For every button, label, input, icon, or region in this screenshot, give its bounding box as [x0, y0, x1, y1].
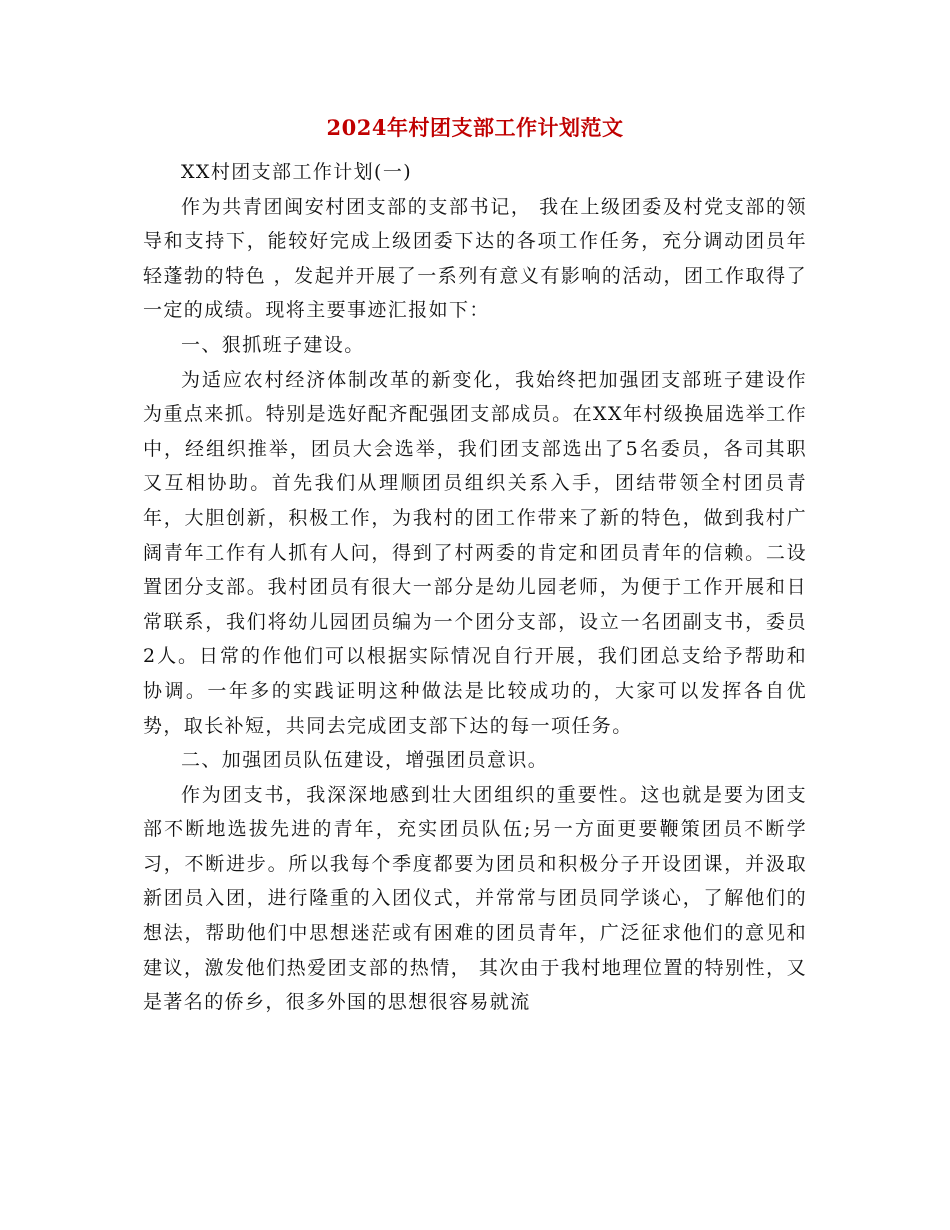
section-heading-2: 二、加强团员队伍建设，增强团员意识。 — [181, 749, 549, 772]
section-1-paragraph: 为适应农村经济体制改革的新变化，我始终把加强团支部班子建设作为重点来抓。特别是选好配齐配强团支部成员。在XX年村级换届选举工作中，经组织推举，团员大会选举，我们团支部选出了5名委员，各司其职又互相协助。首先我们从理顺团员组织关系入手，团结带领全村团员青年，大胆创新，积极工作，为我村的团工作带来了新的特色，做到我村广阔青年工作有人抓有人问，得到了村两委的肯定和团员青年的信赖。二设置团分支部。我村团员有很大一部分是幼儿园老师，为便于工作开展和日常联系，我们将幼儿园团员编为一个团分支部，设立一名团副支书，委员2人。日常的作他们可以根据实际情况自行开展，我们团总支给予帮助和协调。一年多的实践证明这种做法是比较成功的，大家可以发挥各自优势，取长补短，共同去完成团支部下达的每一项任务。 — [143, 368, 807, 737]
intro-paragraph: 作为共青团闽安村团支部的支部书记， 我在上级团委及村党支部的领导和支持下，能较好完成上级团委下达的各项工作任务，充分调动团员年轻蓬勃的特色 ，发起并开展了一系列有意义有影响的活动，团工作取得了一定的成绩。现将主要事迹汇报如下： — [143, 195, 807, 322]
section-2-paragraph: 作为团支书，我深深地感到壮大团组织的重要性。这也就是要为团支部不断地选拔先进的青年，充实团员队伍;另一方面更要鞭策团员不断学习，不断进步。所以我每个季度都要为团员和积极分子开设团课，并汲取新团员入团，进行隆重的入团仪式，并常常与团员同学谈心，了解他们的想法，帮助他们中思想迷茫或有困难的团员青年，广泛征求他们的意见和建议，激发他们热爱团支部的热情， 其次由于我村地理位置的特别性，又是著名的侨乡，很多外国的思想很容易就流 — [143, 783, 807, 1014]
section-heading-1: 一、狠抓班子建设。 — [181, 333, 365, 356]
document-title: 2024年村团支部工作计划范文 — [326, 115, 624, 140]
document-body — [143, 155, 807, 1020]
subtitle-paragraph: XX村团支部工作计划(一) — [181, 161, 413, 183]
